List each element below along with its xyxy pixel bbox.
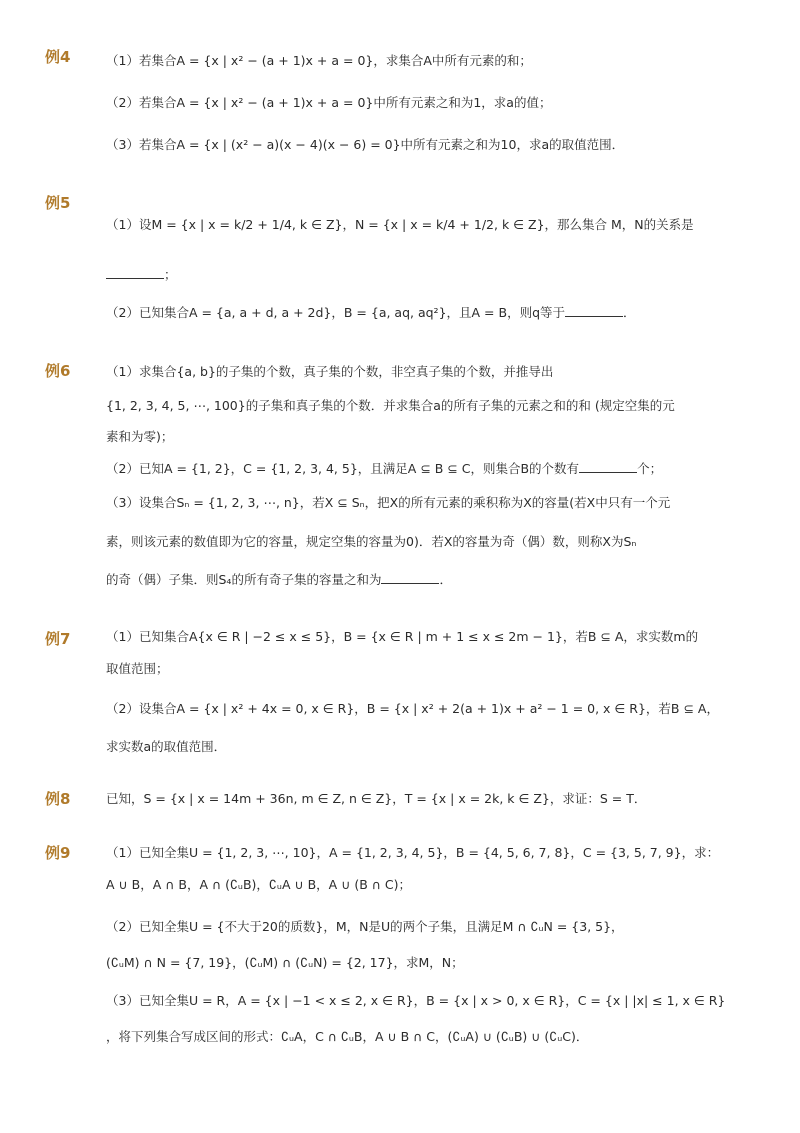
example-8-text: 已知，S = {x | x = 14m + 36n, m ∈ Z, n ∈ Z}，T = {x | x = 2k, k ∈ Z}，求证：S = T． xyxy=(106,791,647,806)
example-5-part-1: （1）设M = {x | x = k/2 + 1/4, k ∈ Z}，N = {x | x = k/4 + 1/2, k ∈ Z}，那么集合 M，N的关系是 xyxy=(106,217,694,232)
example-9-label: 例9 xyxy=(45,844,71,862)
example-7-part-1-line-1: （1）已知集合A{x ∈ R | −2 ≤ x ≤ 5}，B = {x ∈ R | m + 1 ≤ x ≤ 2m − 1}，若B ⊆ A，求实数m的 xyxy=(106,629,699,644)
answer-blank xyxy=(381,571,439,584)
example-9-part-3-line-1: （3）已知全集U = R，A = {x | −1 < x ≤ 2, x ∈ R}，B = {x | x > 0, x ∈ R}，C = {x | |x| ≤ 1, x ∈ R} xyxy=(106,993,726,1008)
example-4-part-1: （1）若集合A = {x | x² − (a + 1)x + a = 0}，求集合A中所有元素的和； xyxy=(106,53,532,68)
example-6-part-1-line-2: {1, 2, 3, 4, 5, ⋯, 100}的子集和真子集的个数．并求集合a的所有子集的元素之和的和 (规定空集的元 xyxy=(106,398,675,413)
example-8-label: 例8 xyxy=(45,790,71,808)
example-5-part-1-answer: ； xyxy=(106,266,177,284)
example-9-part-2-line-1: （2）已知全集U = {不大于20的质数}，M，N是U的两个子集，且满足M ∩ ∁ᵤN = {3, 5}， xyxy=(106,919,624,934)
answer-blank xyxy=(106,266,164,279)
example-6-part-1-line-1: （1）求集合{a, b}的子集的个数，真子集的个数，非空真子集的个数，并推导出 xyxy=(106,364,554,379)
example-4-label: 例4 xyxy=(45,48,71,66)
answer-blank xyxy=(565,304,623,317)
example-9-part-1-line-1: （1）已知全集U = {1, 2, 3, ⋯, 10}，A = {1, 2, 3, 4, 5}，B = {4, 5, 6, 7, 8}，C = {3, 5, 7, 9}，求： xyxy=(106,845,720,860)
example-7-part-2-line-2: 求实数a的取值范围． xyxy=(106,739,227,754)
example-5-part-2: （2）已知集合A = {a, a + d, a + 2d}，B = {a, aq, aq²}，且A = B，则q等于 ． xyxy=(106,305,636,320)
example-5-label: 例5 xyxy=(45,194,71,212)
answer-blank xyxy=(579,460,637,473)
example-6-label: 例6 xyxy=(45,362,71,380)
example-9-part-1-line-2: A ∪ B，A ∩ B，A ∩ (∁ᵤB)，∁ᵤA ∪ B，A ∪ (B ∩ C)； xyxy=(106,877,411,892)
example-6-part-3-line-2: 素，则该元素的数值即为它的容量，规定空集的容量为0)．若X的容量为奇（偶）数，则称X为Sₙ xyxy=(106,534,637,549)
example-6-part-3-line-1: （3）设集合Sₙ = {1, 2, 3, ⋯, n}，若X ⊆ Sₙ，把X的所有元素的乘积称为X的容量(若X中只有一个元 xyxy=(106,495,671,510)
example-6-part-2: （2）已知A = {1, 2}，C = {1, 2, 3, 4, 5}，且满足A ⊆ B ⊆ C，则集合B的个数有 个； xyxy=(106,461,663,476)
example-9-part-3-line-2: ，将下列集合写成区间的形式：∁ᵤA，C ∩ ∁ᵤB，A ∪ B ∩ C，(∁ᵤA) ∪ (∁ᵤB) ∪ (∁ᵤC)． xyxy=(106,1029,589,1044)
example-7-part-2-line-1: （2）设集合A = {x | x² + 4x = 0, x ∈ R}，B = {x | x² + 2(a + 1)x + a² − 1 = 0, x ∈ R}，若B ⊆ A， xyxy=(106,701,719,716)
example-7-part-1-line-2: 取值范围； xyxy=(106,661,169,676)
example-9-part-2-line-2: (∁ᵤM) ∩ N = {7, 19}，(∁ᵤM) ∩ (∁ᵤN) = {2, 17}，求M，N； xyxy=(106,955,464,970)
example-4-part-2: （2）若集合A = {x | x² − (a + 1)x + a = 0}中所有元素之和为1，求a的值； xyxy=(106,95,552,110)
example-7-label: 例7 xyxy=(45,630,71,648)
example-6-part-3-line-3: 的奇（偶）子集．则S₄的所有奇子集的容量之和为 ． xyxy=(106,572,452,587)
example-6-part-1-line-3: 素和为零)； xyxy=(106,429,174,444)
example-4-part-3: （3）若集合A = {x | (x² − a)(x − 4)(x − 6) = 0}中所有元素之和为10，求a的取值范围． xyxy=(106,137,625,152)
